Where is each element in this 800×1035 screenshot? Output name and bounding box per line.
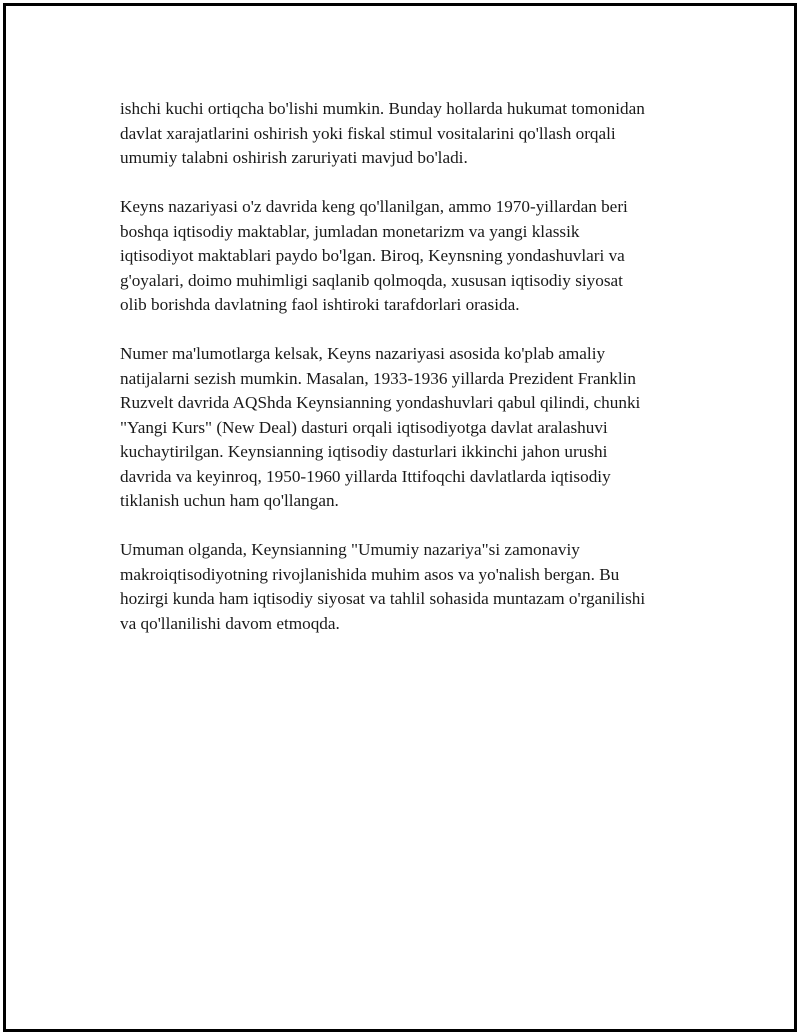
text-line: g'oyalari, doimo muhimligi saqlanib qolmoqda, xususan iqtisodiy siyosat <box>120 270 623 290</box>
text-line: natijalarni sezish mumkin. Masalan, 1933-1936 yillarda Prezident Franklin <box>120 368 636 388</box>
text-line: kuchaytirilgan. Keynsianning iqtisodiy dasturlari ikkinchi jahon urushi <box>120 442 608 461</box>
text-line: Ruzvelt davrida AQShda Keynsianning yondashuvlari qabul qilindi, chunki <box>120 393 641 412</box>
text-line: va qo'llanilishi davom etmoqda. <box>120 613 340 633</box>
text-line: umumiy talabni oshirish zaruriyati mavjud bo'ladi. <box>120 148 468 167</box>
paragraph-3 <box>120 342 700 514</box>
text-line: ishchi kuchi ortiqcha bo'lishi mumkin. Bunday hollarda hukumat tomonidan <box>120 99 645 118</box>
text-line: hozirgi kunda ham iqtisodiy siyosat va tahlil sohasida muntazam o'rganilishi <box>120 589 646 608</box>
text-line: "Yangi Kurs" (New Deal) dasturi orqali iqtisodiyotga davlat aralashuvi <box>120 417 608 437</box>
text-line: tiklanish uchun ham qo'llangan. <box>120 491 339 510</box>
text-line: iqtisodiyot maktablari paydo bo'lgan. Biroq, Keynsning yondashuvlari va <box>120 246 625 265</box>
text-line: boshqa iqtisodiy maktablar, jumladan monetarizm va yangi klassik <box>120 221 580 241</box>
text-line: olib borishda davlatning faol ishtiroki tarafdorlari orasida. <box>120 295 520 314</box>
text-line: makroiqtisodiyotning rivojlanishida muhim asos va yo'nalish bergan. Bu <box>120 564 620 584</box>
text-line: Umuman olganda, Keynsianning "Umumiy nazariya"si zamonaviy <box>120 540 580 559</box>
document-body <box>120 97 700 661</box>
paragraph-4 <box>120 538 700 636</box>
paragraph-1 <box>120 97 700 171</box>
text-line: davlat xarajatlarini oshirish yoki fiskal stimul vositalarini qo'llash orqali <box>120 123 616 143</box>
text-line: davrida va keyinroq, 1950-1960 yillarda Ittifoqchi davlatlarda iqtisodiy <box>120 466 611 486</box>
text-line: Numer ma'lumotlarga kelsak, Keyns nazariyasi asosida ko'plab amaliy <box>120 344 606 363</box>
paragraph-2 <box>120 195 700 318</box>
text-line: Keyns nazariyasi o'z davrida keng qo'llanilgan, ammo 1970-yillardan beri <box>120 197 628 216</box>
page-border <box>3 3 797 1032</box>
